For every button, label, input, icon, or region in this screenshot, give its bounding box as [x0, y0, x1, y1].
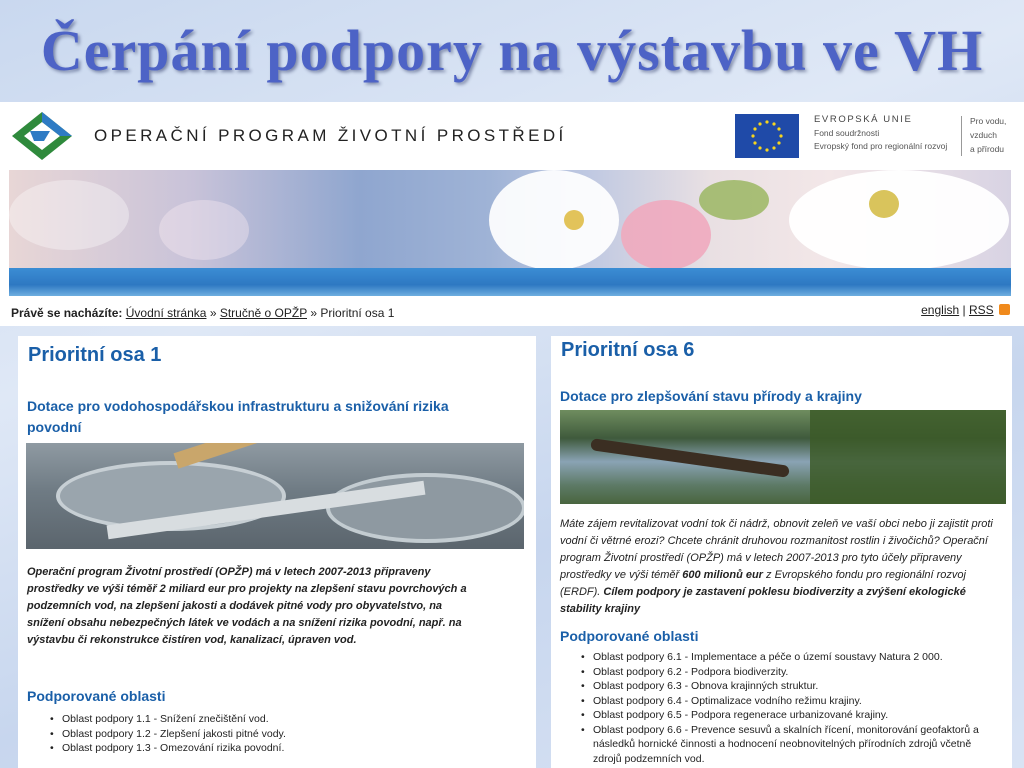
breadcrumb-label: Právě se nacházíte:	[11, 306, 123, 320]
areas-list	[579, 650, 999, 766]
opzp-logo-icon[interactable]	[10, 110, 74, 162]
rss-icon[interactable]	[999, 304, 1010, 315]
priority-axis-6-panel	[551, 336, 1012, 768]
areas-heading: Podporované oblasti	[27, 688, 166, 704]
eu-flag-icon	[735, 114, 799, 158]
description-text: Máte zájem revitalizovat vodní tok či nádrž, obnovit zeleň ve vaší obci nebo ji zajistit proti vodní či větrné erozi? Chcete chránit druhovou rozmanitost rostlin i živočichů? Operační program Životní prostředí (OPŽP) má v letech 2007-2013 pro tyto účely připraveny prostředky ve výši téměř	[560, 518, 993, 581]
breadcrumb-separator: »	[310, 306, 318, 320]
blossom-banner	[9, 170, 1011, 270]
list-item[interactable]: • Oblast podpory 6.1 - Implementace a péče o území soustavy Natura 2 000.	[579, 650, 999, 665]
list-item[interactable]: • Oblast podpory 6.4 - Optimalizace vodního režimu krajiny.	[579, 694, 999, 709]
motto-line: vzduch	[970, 130, 997, 140]
priority-axis-1-panel	[18, 336, 536, 768]
motto-line: Pro vodu,	[970, 116, 1007, 126]
header-band	[9, 268, 1011, 296]
link-separator: |	[962, 303, 966, 317]
panel-title: Prioritní osa 6	[561, 339, 695, 361]
program-name[interactable]: OPERAČNÍ PROGRAM ŽIVOTNÍ PROSTŘEDÍ	[94, 126, 567, 145]
description-goal: Cílem podpory je zastavení poklesu biodiverzity a zvýšení ekologické stability krajiny	[560, 586, 966, 615]
description-text: z Evropského fondu pro regionální rozvoj (ERDF).	[560, 569, 966, 598]
eu-info	[814, 114, 960, 151]
website-header	[0, 102, 1024, 326]
language-links	[921, 303, 1010, 317]
list-item[interactable]: • Oblast podpory 1.3 - Omezování rizika povodní.	[48, 741, 518, 756]
list-item[interactable]: • Oblast podpory 6.6 - Prevence sesuvů a skalních řícení, monitorování geofaktorů a následků hornické činnosti a hodnocení neobnovitelných přírodních zdrojů včetně zdrojů podzemních vod.	[579, 723, 999, 767]
list-item[interactable]: • Oblast podpory 1.1 - Snížení znečištění vod.	[48, 712, 518, 727]
rss-link[interactable]: RSS	[968, 303, 994, 317]
panel-title: Prioritní osa 1	[28, 344, 162, 366]
description-amount: 600 milionů eur	[682, 569, 763, 581]
panel-description	[560, 516, 1000, 618]
divider	[961, 116, 962, 156]
slide-title: Čerpání podpory na výstavbu ve VH	[40, 18, 984, 83]
motto	[970, 114, 1020, 156]
breadcrumb-link-home[interactable]: Úvodní stránka	[125, 306, 207, 320]
areas-list	[48, 712, 518, 756]
list-item[interactable]: • Oblast podpory 1.2 - Zlepšení jakosti pitné vody.	[48, 727, 518, 742]
breadcrumb-separator: »	[209, 306, 217, 320]
breadcrumb-current: Prioritní osa 1	[320, 306, 395, 320]
list-item[interactable]: • Oblast podpory 6.3 - Obnova krajinných struktur.	[579, 679, 999, 694]
nature-photo	[560, 410, 1006, 504]
list-item[interactable]: • Oblast podpory 6.2 - Podpora biodiverzity.	[579, 665, 999, 680]
eu-title: EVROPSKÁ UNIE	[814, 114, 913, 125]
panel-description: Operační program Životní prostředí (OPŽP) má v letech 2007-2013 připraveny prostředky ve výši téměř 2 miliard eur pro projekty na zlepšení stavu povrchových a podzemních vod, na zlepšení jakosti a dodávek pitné vody pro obyvatelstvo, na snížení obsahu nebezpečných látek ve vodách a na snížení rizika povodní, např. na výstavbu či rekonstrukce čistíren vod, kanalizací, úpraven vod.	[27, 566, 467, 646]
water-treatment-photo	[26, 443, 524, 549]
english-link[interactable]: english	[921, 303, 960, 317]
list-item[interactable]: • Oblast podpory 6.5 - Podpora regenerace urbanizované krajiny.	[579, 708, 999, 723]
breadcrumb	[11, 306, 394, 320]
panel-subtitle: Dotace pro zlepšování stavu přírody a krajiny	[560, 388, 862, 404]
site-header	[0, 102, 1024, 168]
eu-fund-2: Evropský fond pro regionální rozvoj	[814, 141, 948, 151]
breadcrumb-link-about[interactable]: Stručně o OPŽP	[219, 306, 307, 320]
areas-heading: Podporované oblasti	[560, 628, 699, 644]
eu-fund-1: Fond soudržnosti	[814, 128, 880, 138]
panel-subtitle: Dotace pro vodohospodářskou infrastrukturu a snižování rizika povodní	[27, 398, 449, 435]
motto-line: a přírodu	[970, 144, 1005, 154]
